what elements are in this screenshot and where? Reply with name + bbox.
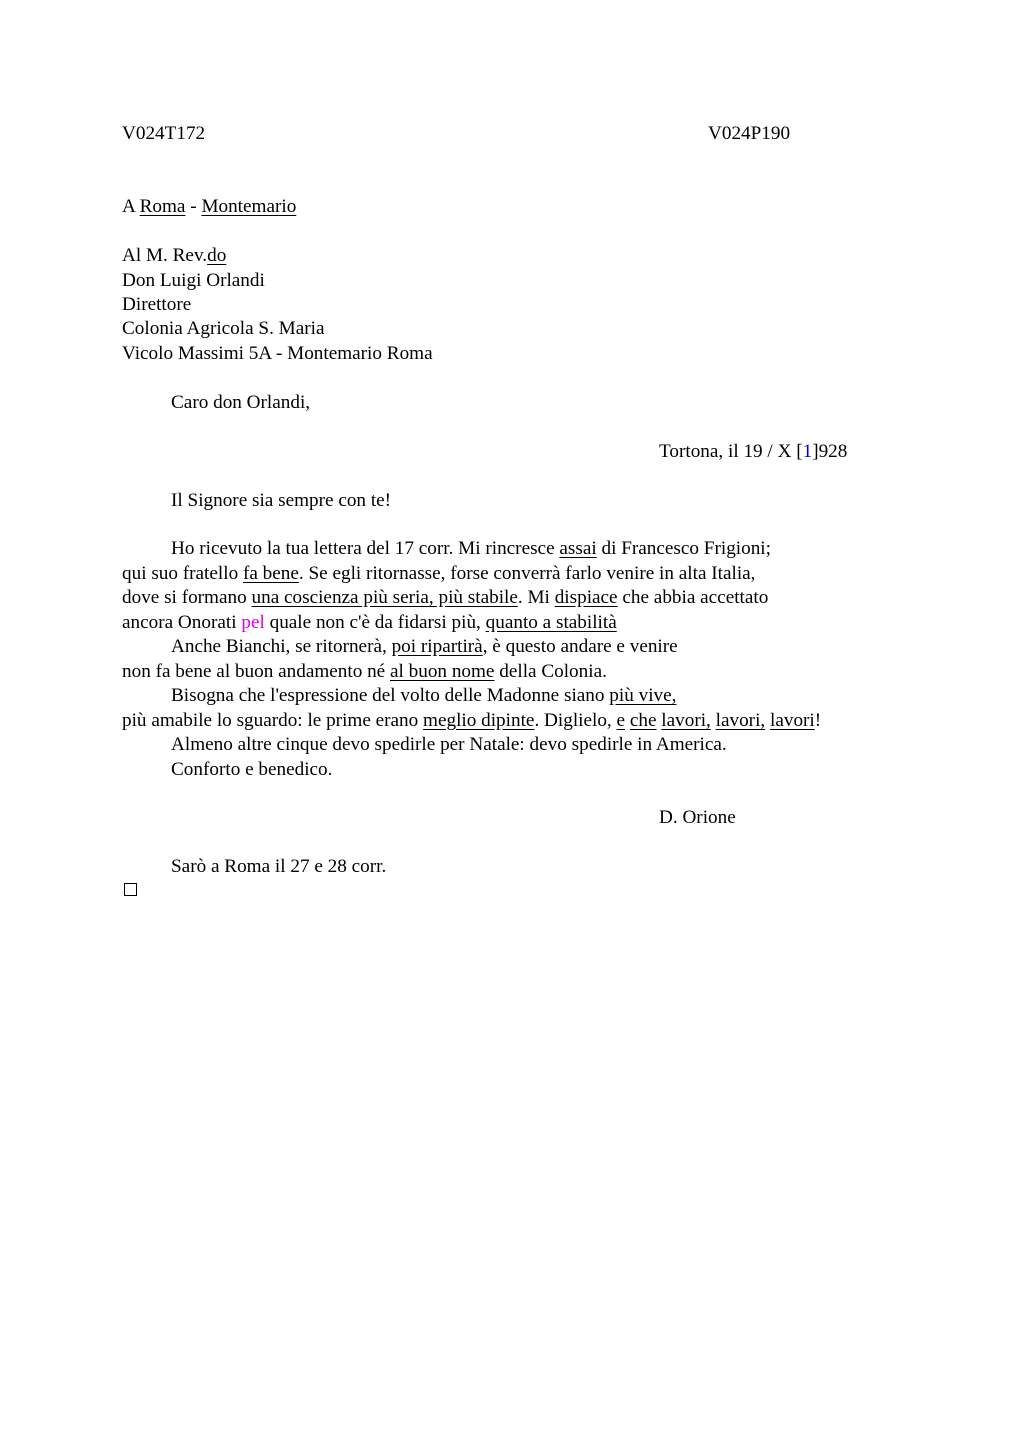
text: . Diglielo, <box>534 710 617 731</box>
body-line-8 <box>122 709 821 733</box>
salutation: Caro don Orlandi, <box>171 392 311 413</box>
underlined-text: fa bene <box>242 563 299 584</box>
text: non fa bene al buon andamento né <box>122 661 390 682</box>
text: . Se egli ritornasse, forse converrà farlo venire in alta Italia, <box>298 563 756 584</box>
underlined-text: assai <box>559 538 597 559</box>
underlined-text: che <box>629 710 657 731</box>
underlined-text: e <box>616 710 626 731</box>
address-line-3: Direttore <box>122 294 192 315</box>
date-prefix: Tortona, il 19 / X [ <box>659 441 803 462</box>
body-line-1 <box>171 537 771 561</box>
underlined-text: quanto a stabilità <box>485 612 617 633</box>
underlined-text: lavori, <box>715 710 766 731</box>
text: qui suo fratello <box>122 563 243 584</box>
text: Bisogna che l'espressione del volto delle Madonne siano <box>171 685 610 706</box>
destination-separator: - <box>190 196 197 217</box>
destination-line <box>122 195 296 219</box>
underlined-text: meglio dipinte <box>423 710 535 731</box>
underlined-text: poi ripartirà <box>391 636 483 657</box>
body-line-6 <box>122 660 607 684</box>
text: Ho ricevuto la tua lettera del 17 corr. Mi rincresce <box>171 538 560 559</box>
underlined-text: più vive, <box>609 685 677 706</box>
destination-place: Montemario <box>201 196 297 217</box>
body-line-4 <box>122 611 617 635</box>
address-line-2: Don Luigi Orlandi <box>122 270 265 291</box>
text: dove si formano <box>122 587 252 608</box>
body-line-5 <box>171 635 678 659</box>
address-title: Al M. Rev. <box>122 245 208 266</box>
text: che abbia accettato <box>617 587 769 608</box>
text: ancora Onorati <box>122 612 242 633</box>
text: quale non c'è da fidarsi più, <box>264 612 486 633</box>
date-line <box>659 440 847 464</box>
underlined-text: lavori, <box>661 710 711 731</box>
date-editorial: 1 <box>802 441 813 462</box>
text: della Colonia. <box>494 661 607 682</box>
underlined-text: dispiace <box>554 587 618 608</box>
text: , è questo andare e venire <box>482 636 678 657</box>
body-line-7 <box>171 684 676 708</box>
underlined-text: al buon nome <box>390 661 495 682</box>
reference-code-right: V024P190 <box>708 123 791 144</box>
greeting: Il Signore sia sempre con te! <box>171 490 392 511</box>
text: più amabile lo sguardo: le prime erano <box>122 710 424 731</box>
address-title-suffix: do <box>207 245 227 266</box>
body-line-10: Conforto e benedico. <box>171 759 333 780</box>
underlined-text: lavori <box>770 710 815 731</box>
body-line-9: Almeno altre cinque devo spedirle per Natale: devo spedirle in America. <box>171 734 727 755</box>
text: Anche Bianchi, se ritornerà, <box>171 636 392 657</box>
destination-prefix: A <box>122 196 135 217</box>
text: ! <box>814 710 822 731</box>
address-line-5: Vicolo Massimi 5A - Montemario Roma <box>122 343 433 364</box>
text: di Francesco Frigioni; <box>596 538 771 559</box>
body-line-2 <box>122 562 755 586</box>
body-line-3 <box>122 586 768 610</box>
date-suffix: ]928 <box>812 441 848 462</box>
checkbox-square-icon <box>124 883 137 896</box>
signature: D. Orione <box>659 807 736 828</box>
postscript: Sarò a Roma il 27 e 28 corr. <box>171 856 387 877</box>
underlined-text: una coscienza più seria, più stabile <box>251 587 518 608</box>
text: . Mi <box>517 587 555 608</box>
address-line-1 <box>122 244 226 268</box>
destination-city: Roma <box>139 196 186 217</box>
reference-code-left: V024T172 <box>122 123 206 144</box>
address-line-4: Colonia Agricola S. Maria <box>122 318 325 339</box>
highlighted-text: pel <box>241 612 265 633</box>
